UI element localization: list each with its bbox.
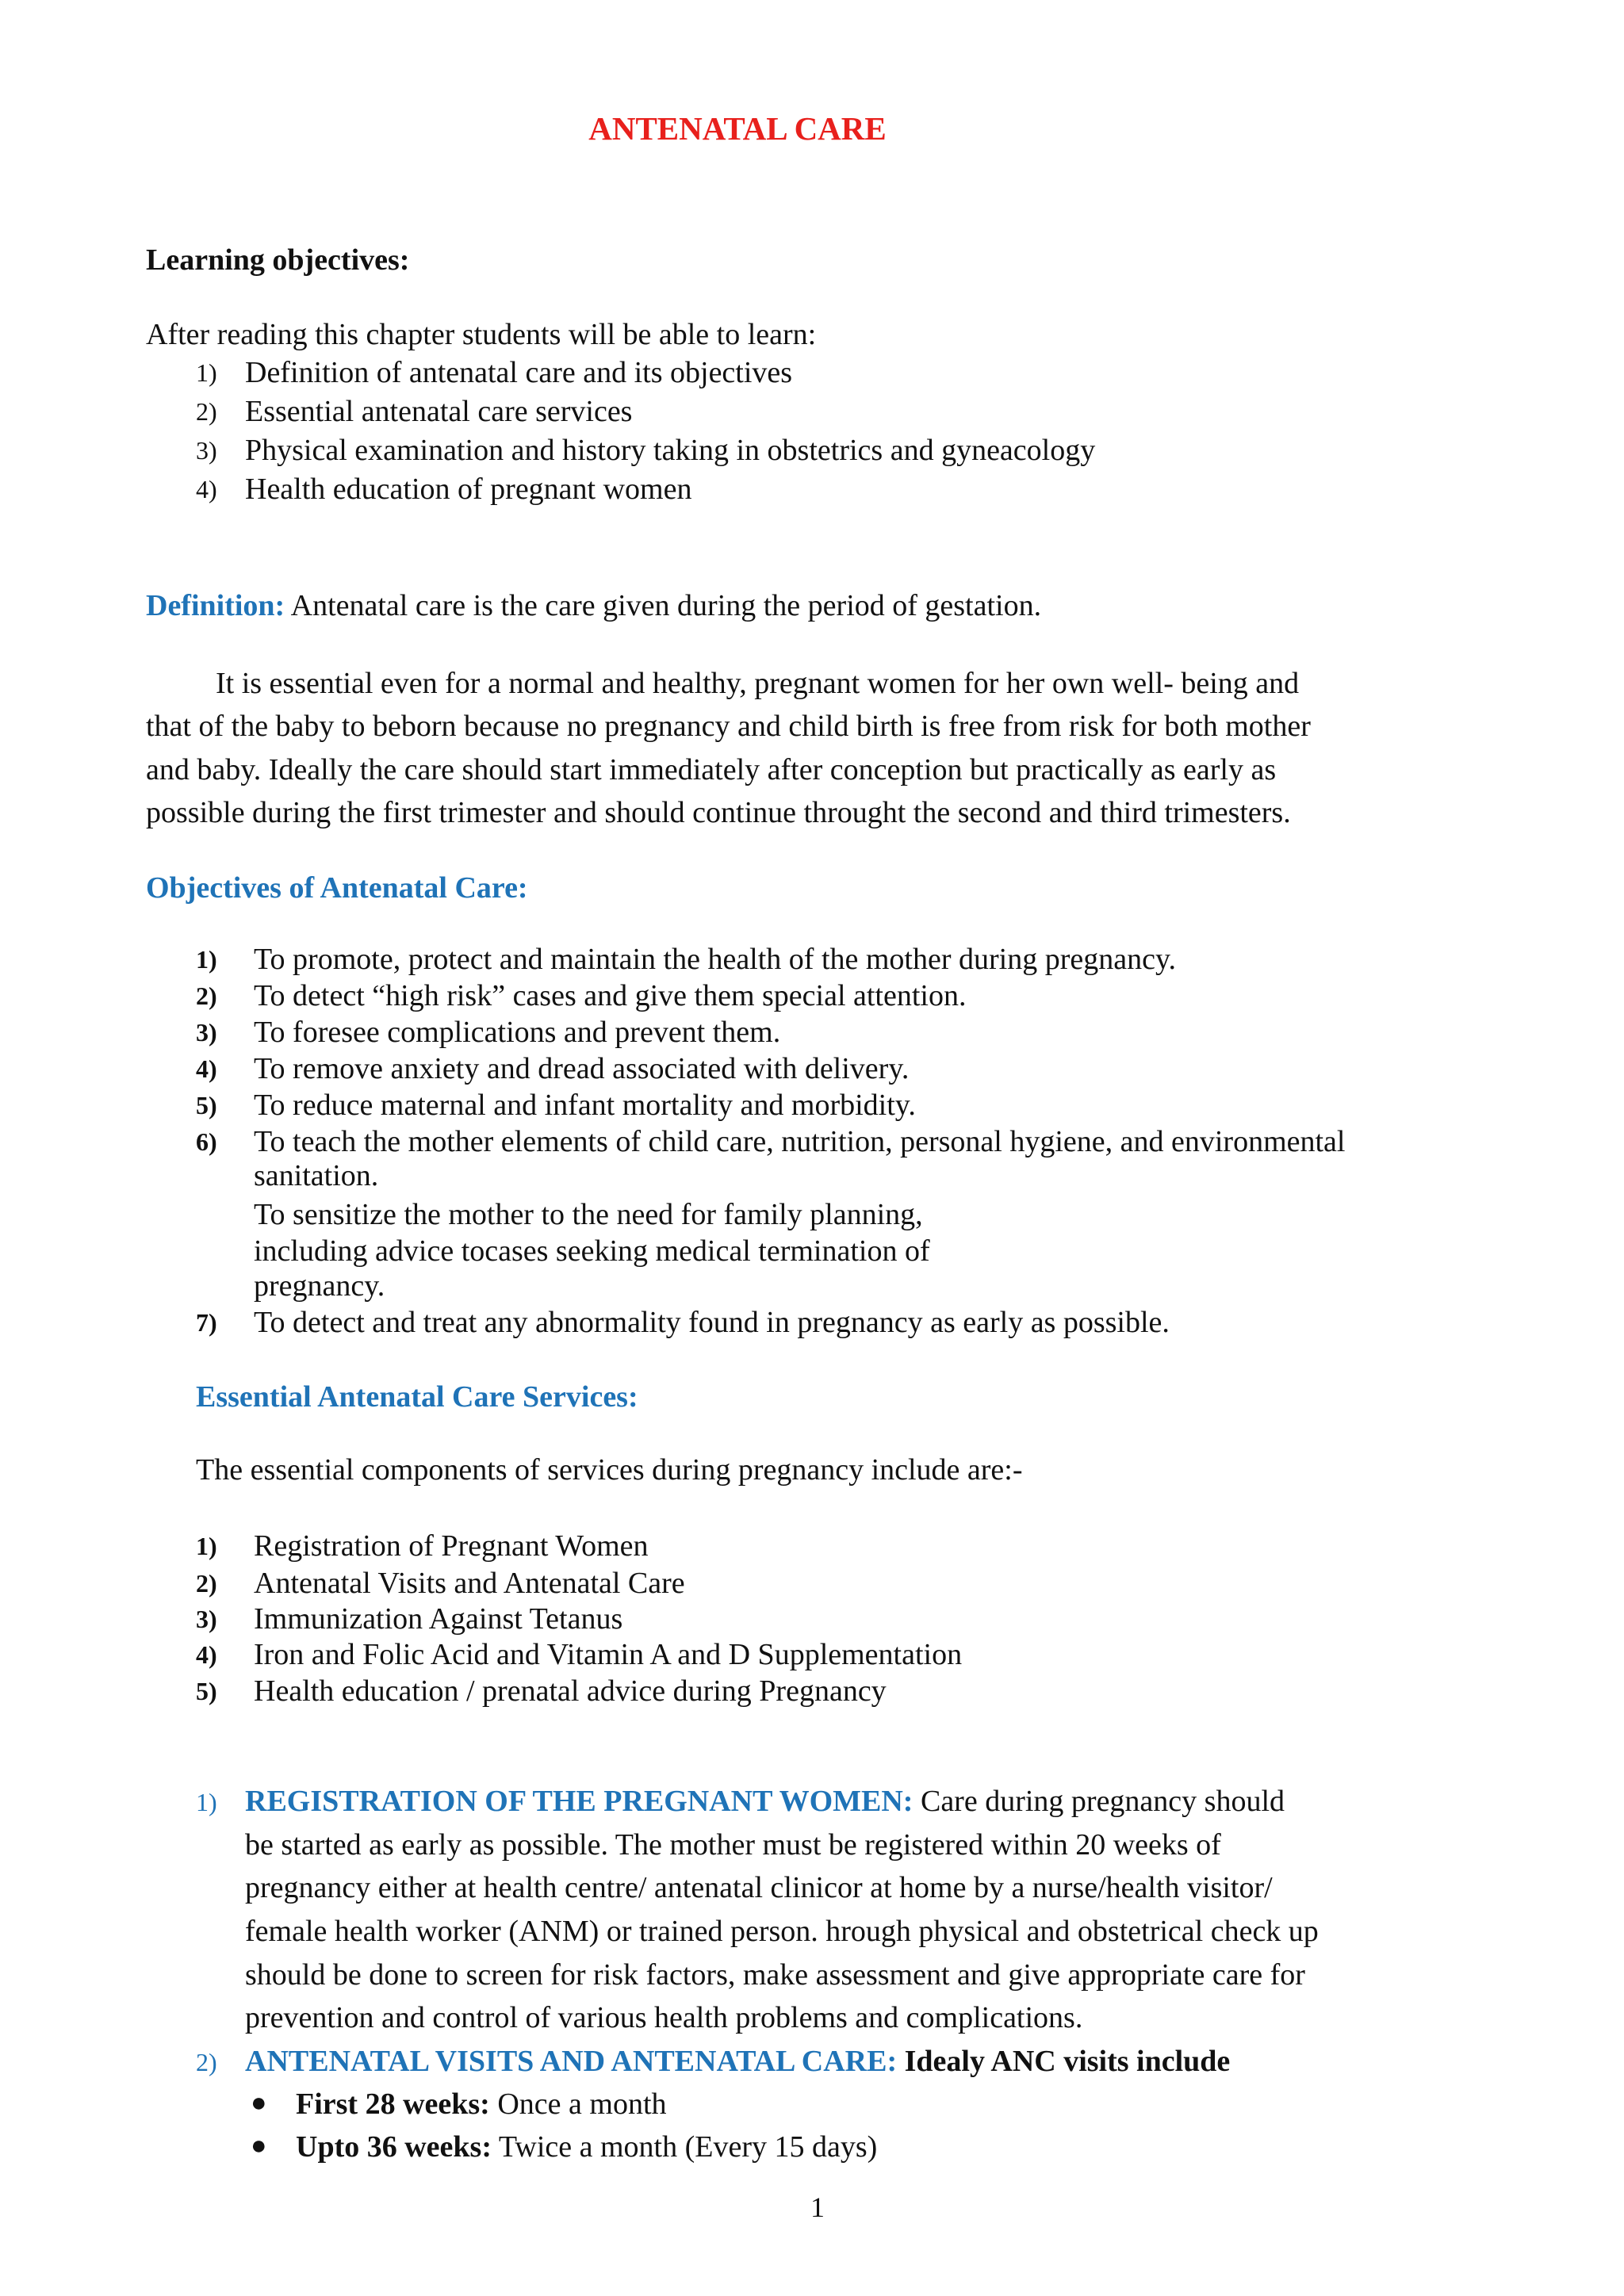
objective-text: sanitation. xyxy=(254,1159,379,1192)
visits-number: 2) xyxy=(196,2048,217,2076)
registration-first-text: Care during pregnancy should xyxy=(920,1785,1285,1818)
definition-paragraph-line: and baby. Ideally the care should start immediately after conception but practically as early as xyxy=(146,753,1277,786)
registration-line: pregnancy either at health centre/ antenatal clinicor at home by a nurse/health visitor/ xyxy=(245,1871,1273,1904)
visits-heading: ANTENATAL VISITS AND ANTENATAL CARE: xyxy=(245,2045,898,2078)
learning-intro: After reading this chapter students will be able to learn: xyxy=(146,318,817,351)
objective-number: 6) xyxy=(196,1127,217,1156)
objective-text: To foresee complications and prevent them. xyxy=(254,1016,781,1049)
objective-text: To teach the mother elements of child care, nutrition, personal hygiene, and environmental xyxy=(254,1125,1346,1158)
objective-text: To detect “high risk” cases and give them special attention. xyxy=(254,979,967,1012)
service-text: Iron and Folic Acid and Vitamin A and D Supplementation xyxy=(254,1638,963,1671)
learning-item-text: Health education of pregnant women xyxy=(245,473,692,506)
objective-text: To sensitize the mother to the need for family planning, xyxy=(254,1198,923,1231)
registration-first-line xyxy=(245,1784,1285,1819)
definition-paragraph-line: It is essential even for a normal and healthy, pregnant women for her own well- being and xyxy=(216,667,1300,700)
service-text: Registration of Pregnant Women xyxy=(254,1529,649,1563)
registration-line: female health worker (ANM) or trained person. hrough physical and obstetrical check up xyxy=(245,1915,1319,1948)
definition-text: Antenatal care is the care given during the period of gestation. xyxy=(290,589,1042,622)
learning-item-number: 1) xyxy=(196,358,217,387)
registration-line: be started as early as possible. The mother must be registered within 20 weeks of xyxy=(245,1828,1221,1862)
service-number: 3) xyxy=(196,1605,217,1633)
objectives-heading: Objectives of Antenatal Care: xyxy=(146,871,528,905)
service-number: 1) xyxy=(196,1532,217,1560)
learning-item-number: 3) xyxy=(196,436,217,465)
learning-item-text: Physical examination and history taking in obstetrics and gyneacology xyxy=(245,434,1096,467)
service-number: 4) xyxy=(196,1640,217,1669)
registration-number: 1) xyxy=(196,1788,217,1816)
bullet-icon: ● xyxy=(251,2131,267,2160)
learning-item-text: Essential antenatal care services xyxy=(245,395,633,428)
visit-bullet-text: Twice a month (Every 15 days) xyxy=(498,2130,878,2164)
objective-text: To promote, protect and maintain the health of the mother during pregnancy. xyxy=(254,943,1177,976)
service-number: 5) xyxy=(196,1677,217,1705)
objective-number: 1) xyxy=(196,945,217,974)
objective-number: 5) xyxy=(196,1091,217,1119)
objective-text: To reduce maternal and infant mortality and morbidity. xyxy=(254,1089,916,1122)
learning-item-text: Definition of antenatal care and its objectives xyxy=(245,356,793,389)
learning-objectives-heading: Learning objectives: xyxy=(146,243,410,277)
registration-line: prevention and control of various health problems and complications. xyxy=(245,2001,1083,2034)
objective-number: 4) xyxy=(196,1054,217,1083)
objective-text: To detect and treat any abnormality found in pregnancy as early as possible. xyxy=(254,1306,1170,1339)
visits-line xyxy=(245,2044,1230,2079)
objective-text: including advice tocases seeking medical termination of xyxy=(254,1234,930,1268)
objective-text: To remove anxiety and dread associated with delivery. xyxy=(254,1052,910,1085)
definition-line xyxy=(146,588,1041,623)
service-text: Antenatal Visits and Antenatal Care xyxy=(254,1567,685,1600)
visit-bullet-text: Once a month xyxy=(497,2087,667,2121)
objective-number: 3) xyxy=(196,1018,217,1047)
objective-text: pregnancy. xyxy=(254,1269,385,1303)
objective-number: 7) xyxy=(196,1308,217,1337)
bullet-icon: ● xyxy=(251,2088,267,2118)
registration-line: should be done to screen for risk factors, make assessment and give appropriate care for xyxy=(245,1958,1305,1992)
service-text: Health education / prenatal advice during Pregnancy xyxy=(254,1674,887,1708)
registration-heading: REGISTRATION OF THE PREGNANT WOMEN: xyxy=(245,1785,914,1818)
definition-label: Definition: xyxy=(146,589,285,622)
learning-item-number: 4) xyxy=(196,475,217,503)
objective-number: 2) xyxy=(196,982,217,1010)
document-title: ANTENATAL CARE xyxy=(588,110,887,147)
page-number: 1 xyxy=(810,2191,825,2223)
services-intro: The essential components of services during pregnancy include are:- xyxy=(196,1453,1023,1487)
learning-item-number: 2) xyxy=(196,397,217,426)
visit-bullet-item xyxy=(296,2130,877,2164)
visit-bullet-item xyxy=(296,2087,667,2122)
visit-bullet-label: First 28 weeks: xyxy=(296,2087,490,2121)
definition-paragraph-line: that of the baby to beborn because no pregnancy and child birth is free from risk for both mother xyxy=(146,710,1311,743)
definition-paragraph-line: possible during the first trimester and should continue throught the second and third trimesters. xyxy=(146,796,1291,829)
visits-rest: Idealy ANC visits include xyxy=(904,2045,1231,2078)
service-number: 2) xyxy=(196,1569,217,1598)
visit-bullet-label: Upto 36 weeks: xyxy=(296,2130,492,2164)
service-text: Immunization Against Tetanus xyxy=(254,1602,623,1636)
services-heading: Essential Antenatal Care Services: xyxy=(196,1380,638,1414)
